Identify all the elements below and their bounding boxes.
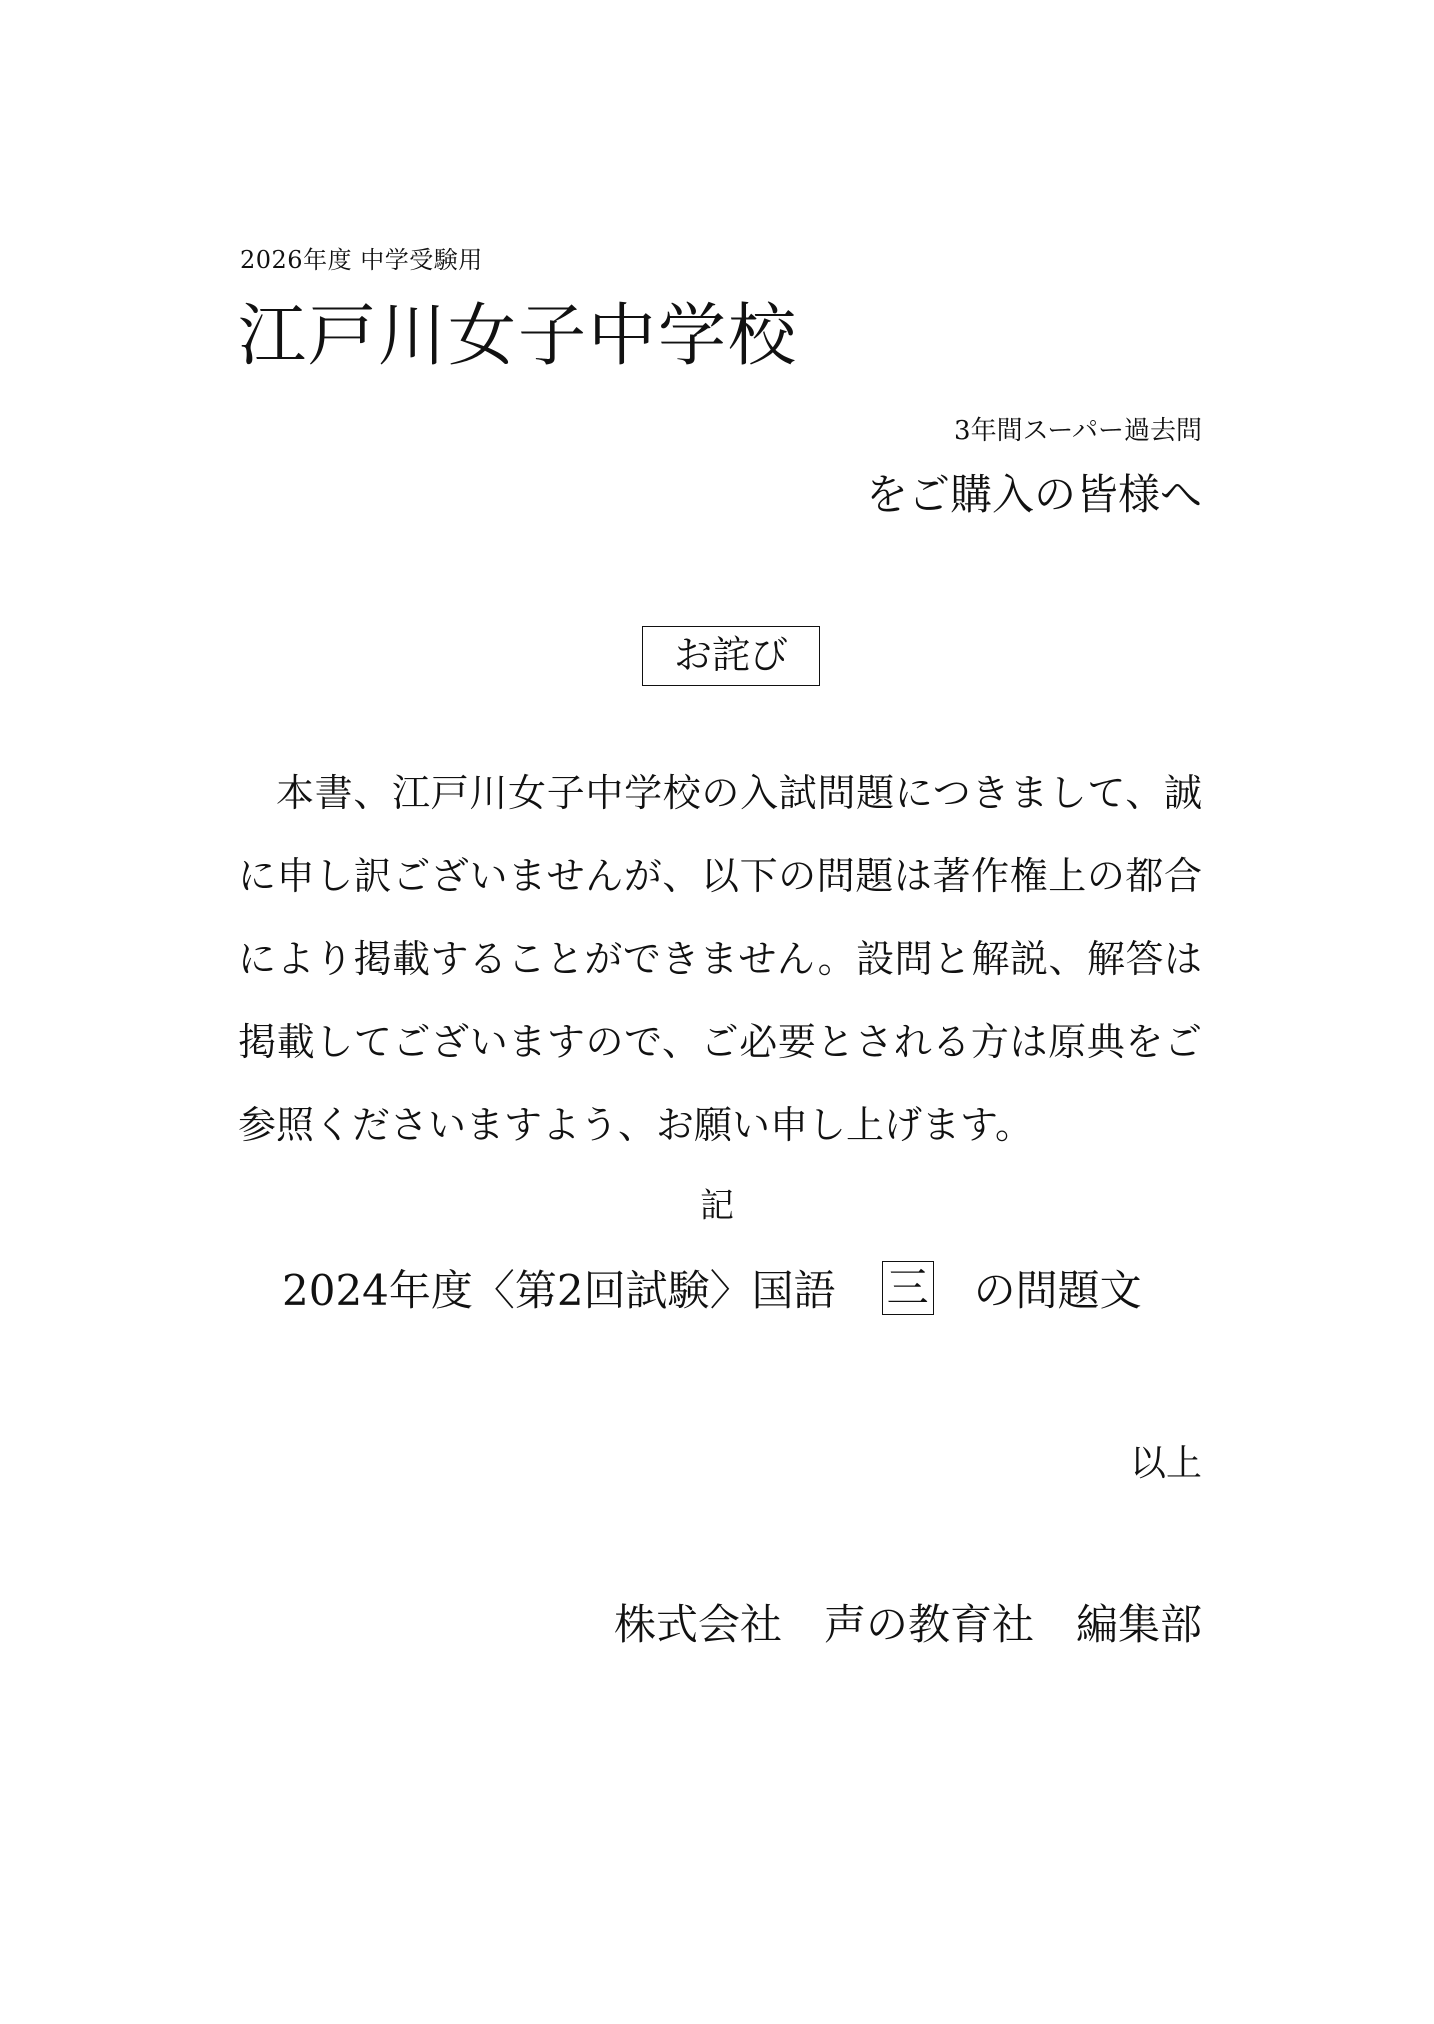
closing-mark: 以上 [1129,1443,1202,1484]
apology-heading: お詫び [642,626,820,686]
edition-label: 2026年度 中学受験用 [240,246,483,274]
notice-body [238,752,1202,1167]
item-suffix: の問題文 [973,1266,1142,1315]
product-name: 3年間スーパー過去問 [954,416,1202,446]
excluded-item [282,1258,1142,1318]
school-name: 江戸川女子中学校 [238,297,799,376]
item-prefix: 2024年度〈第2回試験〉国語 [282,1266,836,1315]
item-section-box: 三 [882,1261,934,1315]
publisher-signature: 株式会社 声の教育社 編集部 [613,1600,1202,1649]
ki-marker: 記 [700,1186,734,1226]
notice-paragraph: 本書、江戸川女子中学校の入試問題につきまして、誠に申し訳ございませんが、以下の問題は著作権上の都合により掲載することができません。設問と解説、解答は掲載してございますので、ご必要とされる方は原典をご参照くださいますよう、お願い申し上げます。 [238,771,1202,1147]
greeting: をご購入の皆様へ [865,470,1202,519]
